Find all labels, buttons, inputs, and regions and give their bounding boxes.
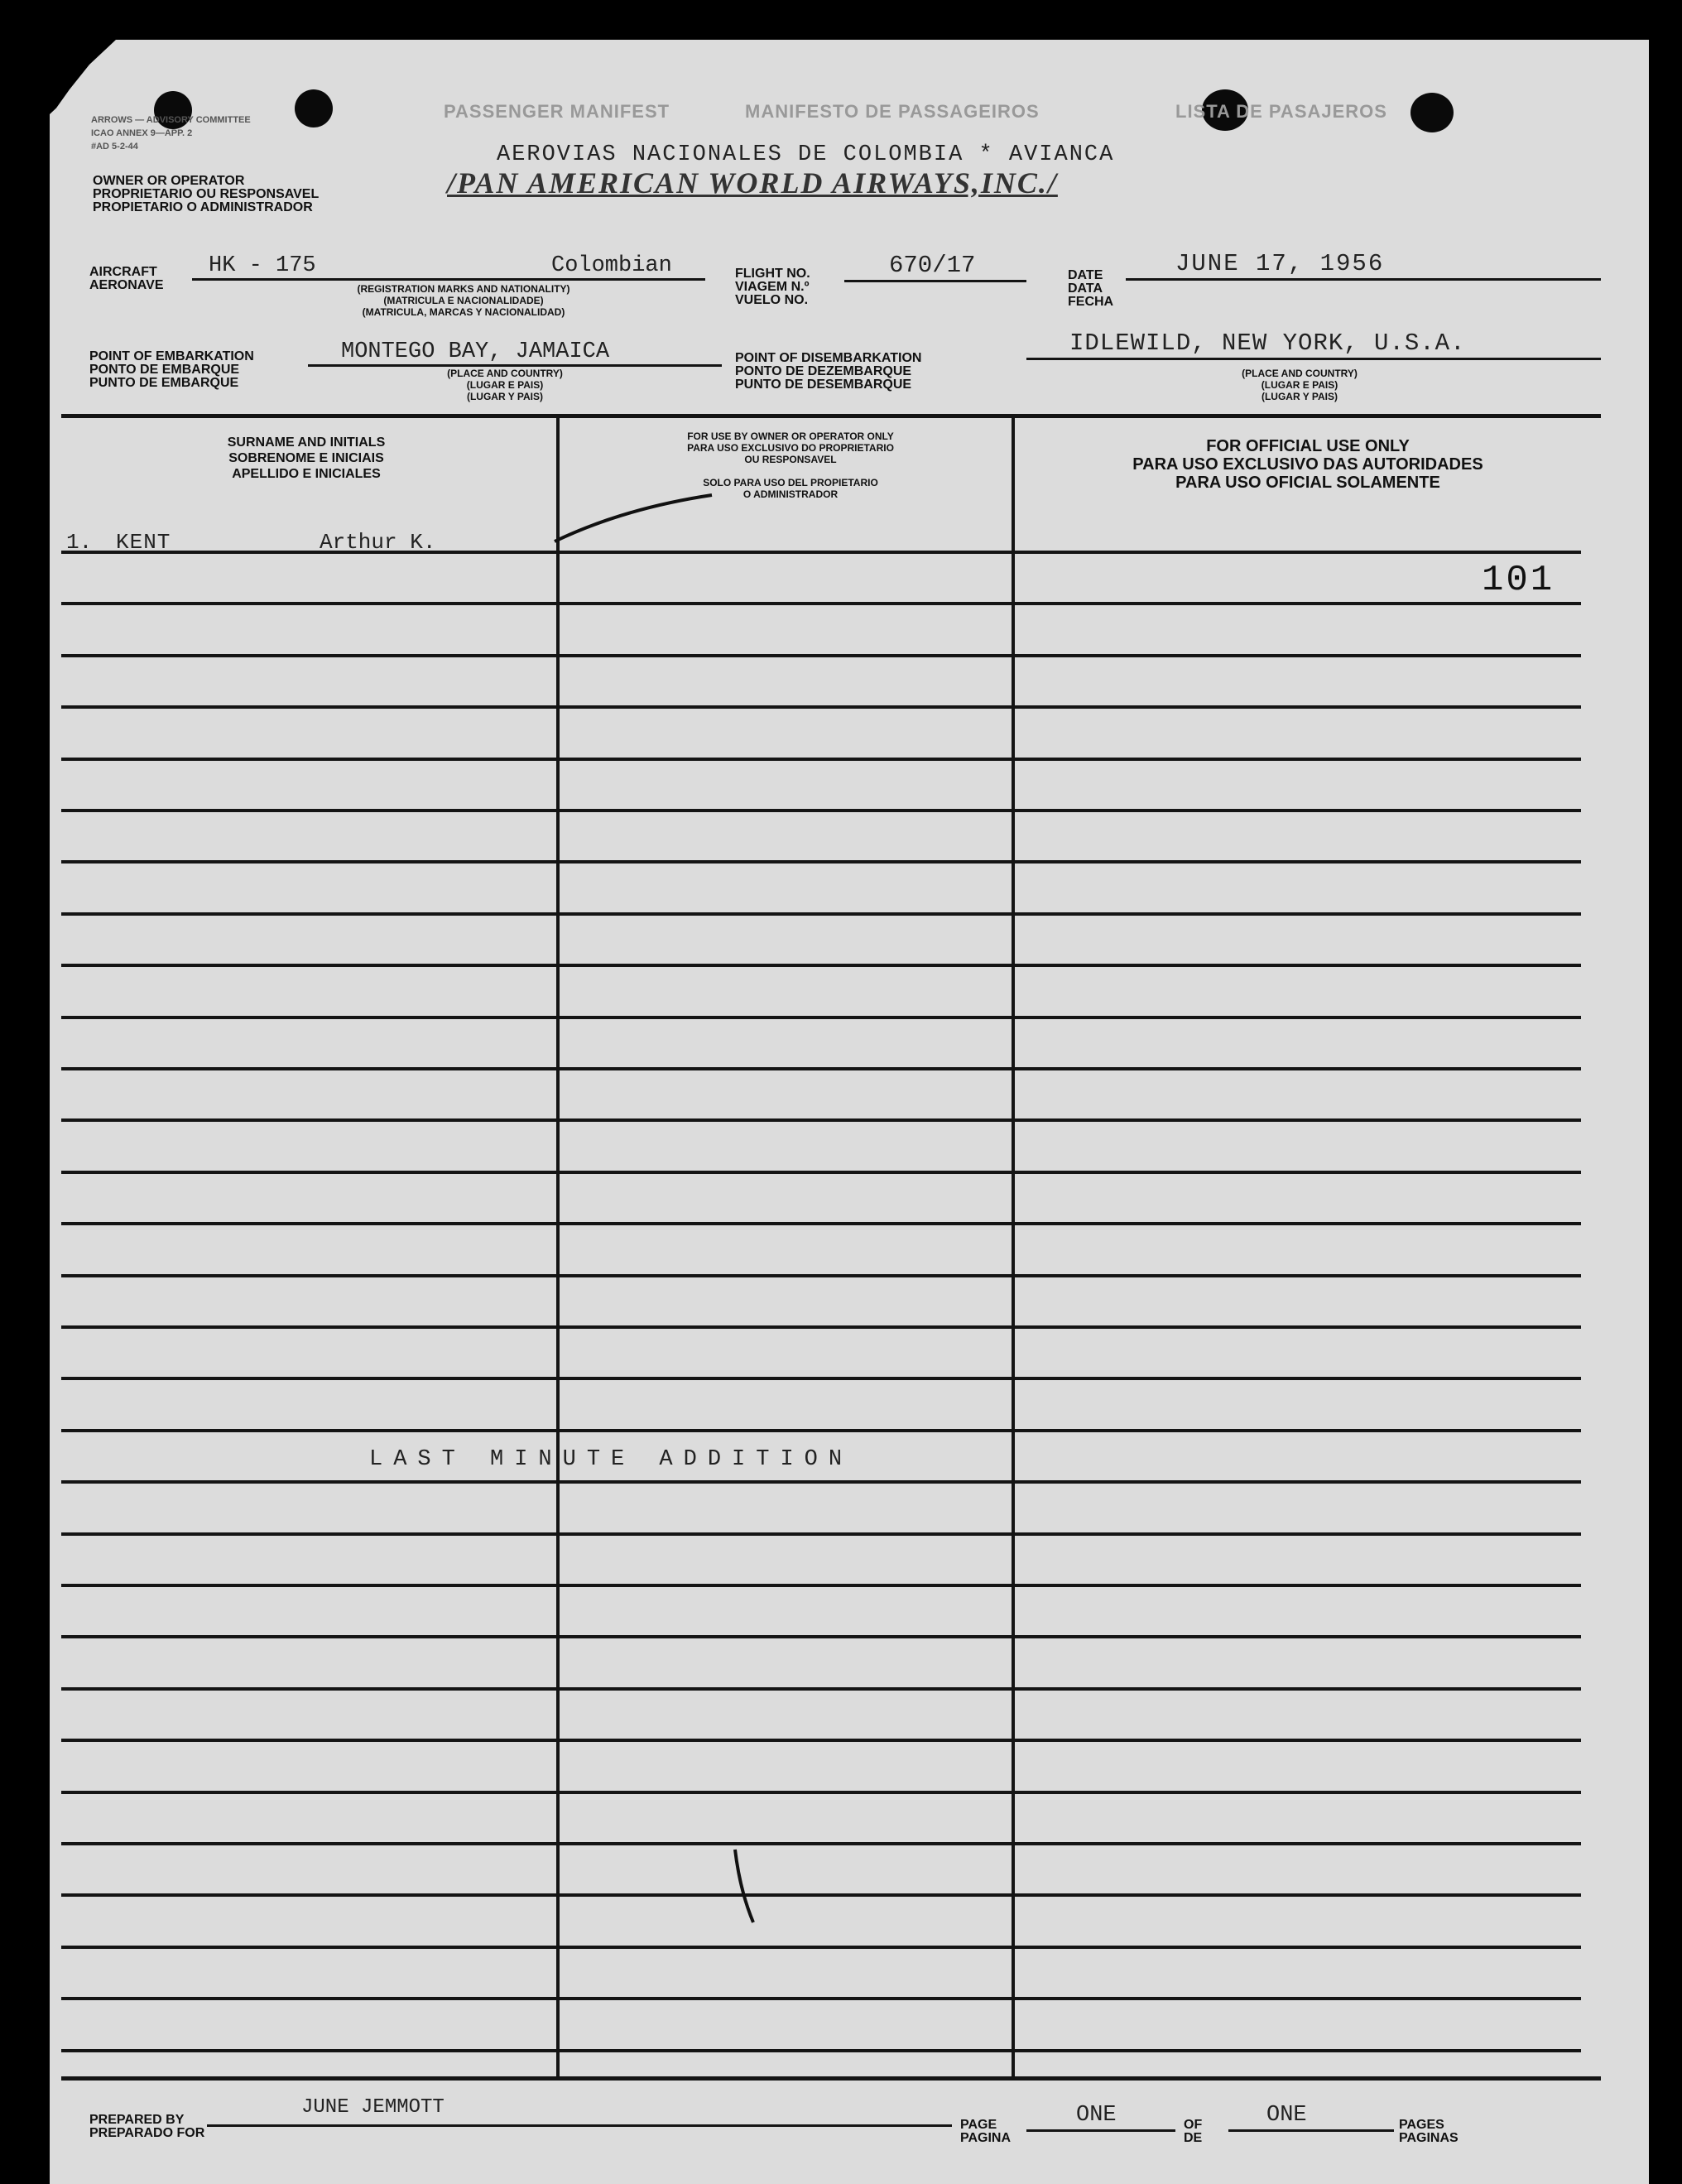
punch-hole	[295, 89, 333, 127]
column-header-owner: OU RESPONSAVEL	[744, 454, 837, 465]
table-rule-line	[61, 1118, 1581, 1122]
aircraft-label: AIRCRAFT	[89, 265, 157, 279]
table-rule-line	[61, 1171, 1581, 1174]
table-rule-line	[61, 1377, 1581, 1380]
pen-stroke	[728, 1845, 762, 1927]
page-label: PAGINA	[960, 2131, 1012, 2145]
table-rule-line	[61, 912, 1581, 916]
table-rule-line	[61, 758, 1581, 761]
disembark-label: POINT OF DISEMBARKATION	[735, 351, 922, 365]
table-rule-line	[61, 809, 1581, 812]
table-rule-line	[61, 1532, 1581, 1536]
committee-line: #AD 5-2-44	[91, 142, 138, 152]
embark-underline	[308, 364, 722, 367]
table-rule-line	[61, 1222, 1581, 1225]
disembark-label: PONTO DE DEZEMBARQUE	[735, 364, 912, 378]
total-underline	[1228, 2129, 1394, 2132]
aircraft-label: AERONAVE	[89, 278, 164, 292]
disembark-caption: (LUGAR E PAIS)	[1261, 379, 1338, 391]
aircraft-caption: (MATRICULA, MARCAS Y NACIONALIDAD)	[362, 306, 565, 318]
aircraft-underline	[192, 278, 705, 281]
pages-label: PAGES	[1399, 2118, 1444, 2132]
operator-typed: AEROVIAS NACIONALES DE COLOMBIA * AVIANCA	[497, 142, 1115, 167]
committee-line: ARROWS — ADVISORY COMMITTEE	[91, 115, 251, 125]
column-header-owner: FOR USE BY OWNER OR OPERATOR ONLY	[687, 431, 894, 442]
table-rule-line	[61, 1842, 1581, 1845]
table-top-border	[61, 414, 1601, 418]
aircraft-caption: (MATRICULA E NACIONALIDADE)	[383, 295, 544, 306]
last-minute-note: LAST MINUTE ADDITION	[369, 1447, 853, 1472]
manifest-title: MANIFESTO DE PASSAGEIROS	[745, 101, 1040, 122]
date-underline	[1126, 278, 1601, 281]
table-rule-line	[61, 1946, 1581, 1949]
prepared-underline	[207, 2124, 952, 2127]
operator-banner: /PAN AMERICAN WORLD AIRWAYS,INC./	[447, 166, 1058, 200]
table-rule-line	[61, 1635, 1581, 1638]
aircraft-caption: (REGISTRATION MARKS AND NATIONALITY)	[357, 283, 570, 295]
aircraft-nationality: Colombian	[551, 253, 672, 278]
column-header-owner: O ADMINISTRADOR	[742, 488, 839, 500]
flight-label: FLIGHT NO.	[735, 267, 810, 281]
passenger-surname: KENT	[116, 530, 171, 555]
column-header-surname: SURNAME AND INITIALS	[227, 435, 386, 450]
embark-label: PONTO DE EMBARQUE	[89, 363, 240, 377]
owner-label: PROPIETARIO O ADMINISTRADOR	[93, 200, 313, 214]
embark-caption: (PLACE AND COUNTRY)	[447, 368, 563, 379]
embark-label: PUNTO DE EMBARQUE	[89, 376, 239, 390]
table-rule-line	[61, 1274, 1581, 1277]
disembark-place: IDLEWILD, NEW YORK, U.S.A.	[1069, 330, 1466, 357]
date-label: DATE	[1068, 268, 1103, 282]
table-rule-line	[61, 1325, 1581, 1329]
table-rule-line	[61, 602, 1581, 605]
aircraft-registration: HK - 175	[209, 253, 316, 278]
table-rule-line	[61, 1893, 1581, 1897]
column-header-official: FOR OFFICIAL USE ONLY	[1206, 437, 1410, 455]
embark-caption: (LUGAR Y PAIS)	[466, 391, 543, 402]
table-rule-line	[61, 860, 1581, 863]
column-header-official: PARA USO EXCLUSIVO DAS AUTORIDADES	[1132, 455, 1483, 474]
official-number: 101	[1482, 560, 1555, 601]
embark-caption: (LUGAR E PAIS)	[466, 379, 544, 391]
date-label: FECHA	[1068, 295, 1114, 309]
flight-label: VUELO NO.	[735, 293, 809, 307]
page-label: PAGE	[960, 2118, 997, 2132]
disembark-caption: (LUGAR Y PAIS)	[1261, 391, 1338, 402]
manifest-title: PASSENGER MANIFEST	[444, 101, 670, 122]
of-label: OF	[1184, 2118, 1203, 2132]
column-header-official: PARA USO OFICIAL SOLAMENTE	[1175, 474, 1440, 492]
table-rule-line	[61, 1429, 1581, 1432]
check-mark	[546, 490, 728, 548]
punch-hole	[1410, 93, 1454, 132]
page-number: ONE	[1076, 2103, 1117, 2128]
embark-label: POINT OF EMBARKATION	[89, 349, 254, 363]
column-header-owner: PARA USO EXCLUSIVO DO PROPRIETARIO	[687, 442, 894, 454]
table-rule-line	[61, 1687, 1581, 1691]
prepared-label: PREPARED BY	[89, 2113, 185, 2127]
passenger-given-name: Arthur K.	[320, 530, 436, 555]
passenger-number: 1.	[66, 530, 93, 555]
pages-label: PAGINAS	[1399, 2131, 1459, 2145]
column-header-owner: SOLO PARA USO DEL PROPIETARIO	[703, 477, 878, 488]
of-label: DE	[1184, 2131, 1203, 2145]
column-header-surname: SOBRENOME E INICIAIS	[228, 451, 384, 465]
table-rule-line	[61, 551, 1581, 554]
flight-number: 670/17	[889, 252, 976, 279]
disembark-caption: (PLACE AND COUNTRY)	[1242, 368, 1358, 379]
table-rule-line	[61, 1016, 1581, 1019]
flight-date: JUNE 17, 1956	[1175, 250, 1385, 277]
table-rule-line	[61, 1584, 1581, 1587]
table-rule-line	[61, 654, 1581, 657]
table-rule-line	[61, 2049, 1581, 2052]
date-label: DATA	[1068, 281, 1103, 296]
table-bottom-border	[61, 2076, 1601, 2081]
table-rule-line	[61, 1480, 1581, 1484]
disembark-underline	[1026, 358, 1601, 360]
table-rule-line	[61, 1997, 1581, 2000]
flight-underline	[844, 280, 1026, 282]
manifest-title: LISTA DE PASAJEROS	[1175, 101, 1387, 122]
flight-label: VIAGEM N.º	[735, 280, 810, 294]
column-divider	[1012, 416, 1015, 2079]
owner-label: PROPRIETARIO OU RESPONSAVEL	[93, 187, 320, 201]
column-divider	[556, 416, 560, 2079]
page-underline	[1026, 2129, 1175, 2132]
table-rule-line	[61, 705, 1581, 709]
table-rule-line	[61, 1791, 1581, 1794]
page-total: ONE	[1266, 2103, 1307, 2128]
owner-label: OWNER OR OPERATOR	[93, 174, 245, 188]
embark-place: MONTEGO BAY, JAMAICA	[341, 339, 610, 364]
committee-line: ICAO ANNEX 9—APP. 2	[91, 128, 193, 138]
table-rule-line	[61, 1739, 1581, 1742]
disembark-label: PUNTO DE DESEMBARQUE	[735, 378, 912, 392]
prepared-label: PREPARADO FOR	[89, 2126, 205, 2140]
prepared-by: JUNE JEMMOTT	[301, 2096, 445, 2119]
table-rule-line	[61, 964, 1581, 967]
column-header-surname: APELLIDO E INICIALES	[232, 467, 381, 481]
table-rule-line	[61, 1067, 1581, 1070]
